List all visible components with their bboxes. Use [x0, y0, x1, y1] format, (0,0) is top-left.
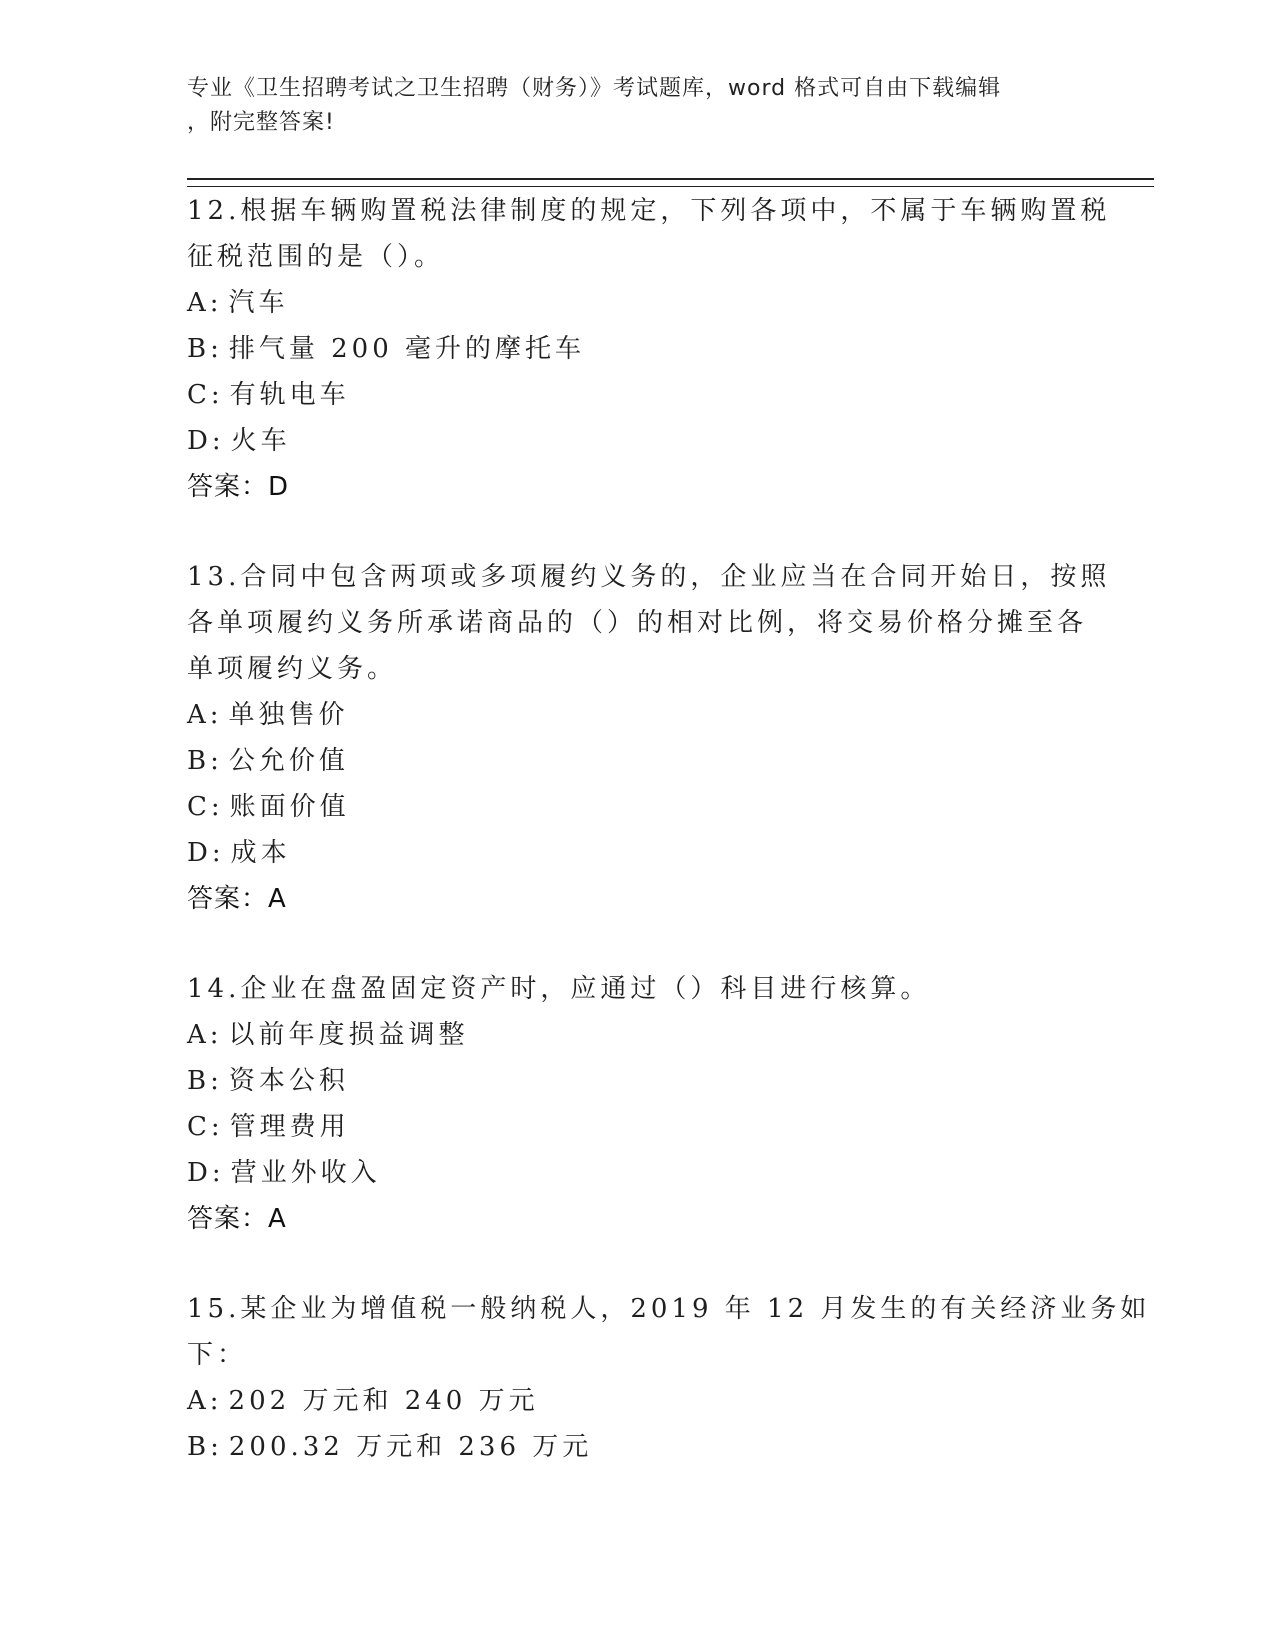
answer-key: 答案：A — [187, 884, 287, 914]
answer-option — [187, 418, 1087, 464]
question-text-line: 下： — [187, 1340, 248, 1370]
option-label: A: — [187, 700, 223, 730]
option-label: A: — [187, 1386, 223, 1416]
option-text: 公允价值 — [228, 746, 349, 776]
header-line-1: 专业《卫生招聘考试之卫生招聘（财务）》考试题库，word 格式可自由下载编辑 — [187, 76, 1002, 101]
header-line-2: ，附完整答案! — [187, 110, 335, 135]
option-label: D: — [187, 1158, 225, 1188]
answer-option — [187, 1150, 1087, 1196]
option-text: 以前年度损益调整 — [228, 1020, 469, 1050]
answer-option — [187, 1012, 1087, 1058]
option-text: 排气量 200 毫升的摩托车 — [228, 334, 586, 364]
question-text-line: 单项履约义务。 — [187, 654, 398, 684]
option-text: 汽车 — [228, 288, 289, 318]
answer-option — [187, 1058, 1087, 1104]
document-header — [187, 72, 1067, 140]
answer-option — [187, 372, 1087, 418]
question-item — [187, 188, 1111, 510]
option-label: B: — [187, 334, 223, 364]
question-list — [187, 188, 1151, 1514]
option-label: B: — [187, 1066, 223, 1096]
answer-option — [187, 784, 1087, 830]
option-label: D: — [187, 426, 225, 456]
question-text-line: 征税范围的是（）。 — [187, 242, 445, 272]
option-text: 202 万元和 240 万元 — [228, 1386, 539, 1416]
option-label: C: — [187, 792, 224, 822]
answer-option — [187, 692, 1087, 738]
option-text: 火车 — [230, 426, 291, 456]
question-item — [187, 966, 1087, 1242]
answer-option — [187, 1378, 1087, 1424]
answer-option — [187, 326, 1087, 372]
option-text: 资本公积 — [228, 1066, 349, 1096]
option-label: D: — [187, 838, 225, 868]
question-text-line: 13.合同中包含两项或多项履约义务的，企业应当在合同开始日，按照 — [187, 562, 1111, 592]
option-label: C: — [187, 380, 224, 410]
option-text: 成本 — [230, 838, 291, 868]
header-divider — [187, 178, 1154, 187]
option-text: 单独售价 — [228, 700, 349, 730]
option-label: A: — [187, 288, 223, 318]
option-text: 账面价值 — [229, 792, 350, 822]
option-label: A: — [187, 1020, 223, 1050]
answer-option — [187, 280, 1087, 326]
question-item — [187, 554, 1111, 922]
question-text-line: 14.企业在盘盈固定资产时，应通过（）科目进行核算。 — [187, 974, 931, 1004]
question-item — [187, 1286, 1151, 1470]
answer-key: 答案：A — [187, 1204, 287, 1234]
option-label: B: — [187, 1432, 223, 1462]
answer-option — [187, 738, 1087, 784]
option-text: 有轨电车 — [229, 380, 350, 410]
question-text-line: 15.某企业为增值税一般纳税人，2019 年 12 月发生的有关经济业务如 — [187, 1294, 1151, 1324]
option-text: 200.32 万元和 236 万元 — [228, 1432, 593, 1462]
question-text-line: 各单项履约义务所承诺商品的（）的相对比例，将交易价格分摊至各 — [187, 608, 1088, 638]
question-text-line: 12.根据车辆购置税法律制度的规定，下列各项中，不属于车辆购置税 — [187, 196, 1111, 226]
answer-key: 答案：D — [187, 472, 290, 502]
option-label: C: — [187, 1112, 224, 1142]
option-text: 管理费用 — [229, 1112, 350, 1142]
answer-option — [187, 830, 1087, 876]
answer-option — [187, 1104, 1087, 1150]
option-label: B: — [187, 746, 223, 776]
answer-option — [187, 1424, 1087, 1470]
option-text: 营业外收入 — [230, 1158, 381, 1188]
